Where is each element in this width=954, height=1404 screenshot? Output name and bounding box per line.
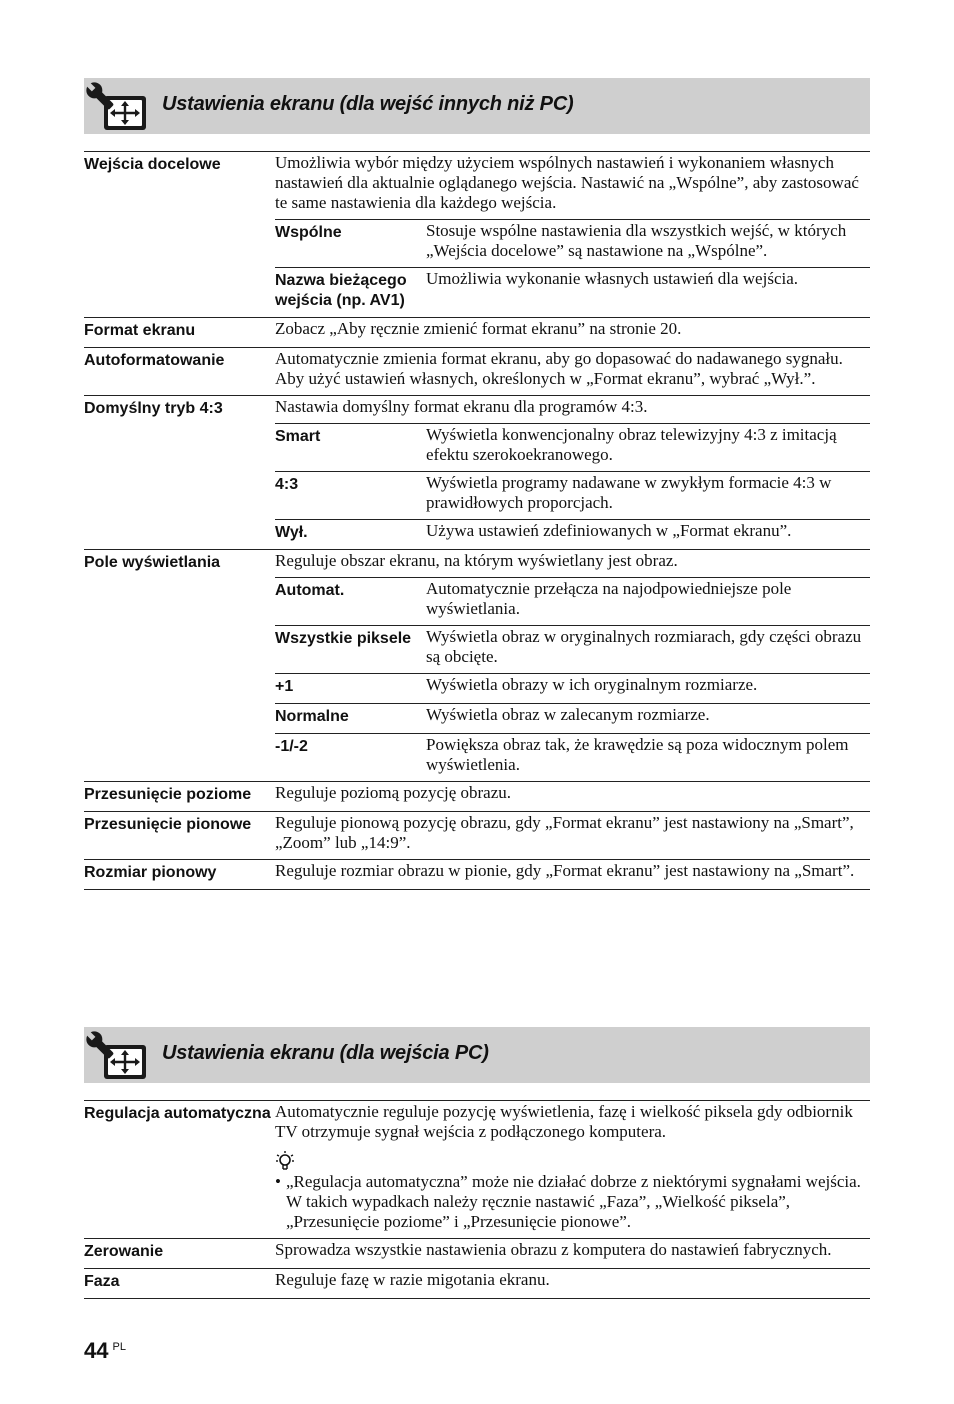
table-row [84, 395, 870, 549]
hint-bullet [275, 1172, 864, 1232]
bullet-dot: • [275, 1172, 281, 1191]
page-footer [84, 1338, 126, 1364]
option-label: Nazwa bieżącego wejścia (np. AV1) [275, 272, 407, 309]
option-label: Normalne [275, 708, 349, 725]
setting-description: Reguluje poziomą pozycję obrazu. [275, 783, 512, 802]
hint-text: „Regulacja automatyczna” może nie działać dobrze z niektórymi sygnałami wejścia. W takich wypadkach należy ręcznie nastawić „Faza”, „Wielkość piksela”, „Przesunięcie poziome” i „Przesunięcie pionowe”. [286, 1172, 861, 1231]
option-description: Wyświetla konwencjonalny obraz telewizyjny 4:3 z imitacją efektu szerokoekranowego. [426, 425, 837, 464]
setting-body [275, 782, 870, 811]
option-label: Wspólne [275, 224, 342, 241]
screen-settings-icon [86, 1031, 148, 1081]
page-number: 44 [84, 1338, 109, 1363]
setting-label: Rozmiar pionowy [84, 864, 217, 881]
option-row [275, 703, 870, 733]
option-description: Wyświetla obraz w zalecanym rozmiarze. [426, 705, 710, 724]
option-description: Wyświetla obraz w oryginalnych rozmiarach, gdy części obrazu są obcięte. [426, 627, 862, 666]
section-header [84, 78, 870, 134]
table-row [84, 781, 870, 811]
option-row [275, 519, 870, 549]
option-description: Stosuje wspólne nastawienia dla wszystkich wejść, w których „Wejścia docelowe” są nastawione na „Wspólne”. [426, 221, 847, 260]
option-description: Wyświetla programy nadawane w zwykłym formacie 4:3 w prawidłowych proporcjach. [426, 473, 832, 512]
setting-description: Reguluje rozmiar obrazu w pionie, gdy „Format ekranu” jest nastawiony na „Smart”. [275, 861, 855, 880]
settings-section-non-pc [84, 78, 870, 890]
option-description: Wyświetla obrazy w ich oryginalnym rozmiarze. [426, 675, 758, 694]
option-row [275, 577, 870, 625]
setting-label: Pole wyświetlania [84, 554, 221, 571]
setting-body [275, 152, 870, 317]
language-code: PL [112, 1341, 126, 1353]
option-label: Automat. [275, 582, 345, 599]
setting-label: Zerowanie [84, 1243, 164, 1260]
setting-body [275, 550, 870, 781]
settings-table [84, 1100, 870, 1299]
table-row [84, 859, 870, 889]
setting-label: Wejścia docelowe [84, 156, 221, 173]
setting-label: Faza [84, 1273, 120, 1290]
setting-description: Reguluje obszar ekranu, na którym wyświetlany jest obraz. [275, 551, 678, 570]
setting-label: Przesunięcie pionowe [84, 816, 252, 833]
table-row [84, 1238, 870, 1268]
setting-label: Przesunięcie poziome [84, 786, 252, 803]
table-row [84, 317, 870, 347]
hint-block [275, 1150, 870, 1238]
option-description: Używa ustawień zdefiniowanych w „Format ekranu”. [426, 521, 792, 540]
setting-body [275, 348, 870, 395]
settings-table [84, 151, 870, 890]
setting-description: Reguluje pionową pozycję obrazu, gdy „Format ekranu” jest nastawiony na „Smart”, „Zoom” lub „14:9”. [275, 813, 854, 852]
screen-settings-icon [86, 82, 148, 132]
setting-body [275, 1101, 870, 1238]
option-description: Powiększa obraz tak, że krawędzie są poza widocznym polem wyświetlenia. [426, 735, 849, 774]
setting-label: Regulacja automatyczna [84, 1105, 271, 1122]
option-row [275, 471, 870, 519]
option-description: Umożliwia wykonanie własnych ustawień dla wejścia. [426, 269, 799, 288]
setting-label: Domyślny tryb 4:3 [84, 400, 223, 417]
option-label: 4:3 [275, 476, 299, 493]
setting-body [275, 860, 870, 889]
table-row [84, 1100, 870, 1238]
lightbulb-hint-icon [275, 1150, 295, 1172]
section-header [84, 1027, 870, 1083]
table-row [84, 347, 870, 395]
setting-label: Autoformatowanie [84, 352, 225, 369]
option-description: Automatycznie przełącza na najodpowiedniejsze pole wyświetlania. [426, 579, 792, 618]
setting-description: Reguluje fazę w razie migotania ekranu. [275, 1270, 550, 1289]
setting-body [275, 318, 870, 347]
setting-label: Format ekranu [84, 322, 196, 339]
option-label: Wył. [275, 524, 308, 541]
setting-description: Umożliwia wybór między użyciem wspólnych nastawień i wykonaniem własnych nastawień dla aktualnie oglądanego wejścia. Nastawić na „Wspólne”, aby zastosować te same nastawienia dla każdego wejścia. [275, 153, 859, 212]
table-row [84, 549, 870, 781]
setting-description: Zobacz „Aby ręcznie zmienić format ekranu” na stronie 20. [275, 319, 682, 338]
setting-description: Automatycznie reguluje pozycję wyświetlenia, fazę i wielkość piksela gdy odbiornik TV otrzymuje sygnał wejścia z podłączonego komputera. [275, 1102, 853, 1141]
setting-body [275, 396, 870, 549]
option-row [275, 733, 870, 781]
option-row [275, 219, 870, 267]
table-row [84, 1268, 870, 1298]
setting-description: Nastawia domyślny format ekranu dla programów 4:3. [275, 397, 648, 416]
table-row [84, 151, 870, 317]
setting-description: Automatycznie zmienia format ekranu, aby go dopasować do nadawanego sygnału. Aby użyć ustawień własnych, określonych w „Format ekranu”, wybrać „Wył.”. [275, 349, 843, 388]
settings-section-pc [84, 1027, 870, 1299]
table-row [84, 811, 870, 859]
setting-body [275, 812, 870, 859]
option-row [275, 625, 870, 673]
section-title: Ustawienia ekranu (dla wejść innych niż PC) [162, 93, 574, 115]
setting-description: Sprowadza wszystkie nastawienia obrazu z komputera do nastawień fabrycznych. [275, 1240, 832, 1259]
option-row [275, 423, 870, 471]
option-label: Wszystkie piksele [275, 630, 412, 647]
option-label: Smart [275, 428, 321, 445]
setting-body [275, 1269, 870, 1298]
option-label: +1 [275, 678, 294, 695]
section-title: Ustawienia ekranu (dla wejścia PC) [162, 1042, 489, 1064]
option-row [275, 267, 870, 317]
option-row [275, 673, 870, 703]
option-label: -1/-2 [275, 738, 308, 755]
setting-body [275, 1239, 870, 1268]
